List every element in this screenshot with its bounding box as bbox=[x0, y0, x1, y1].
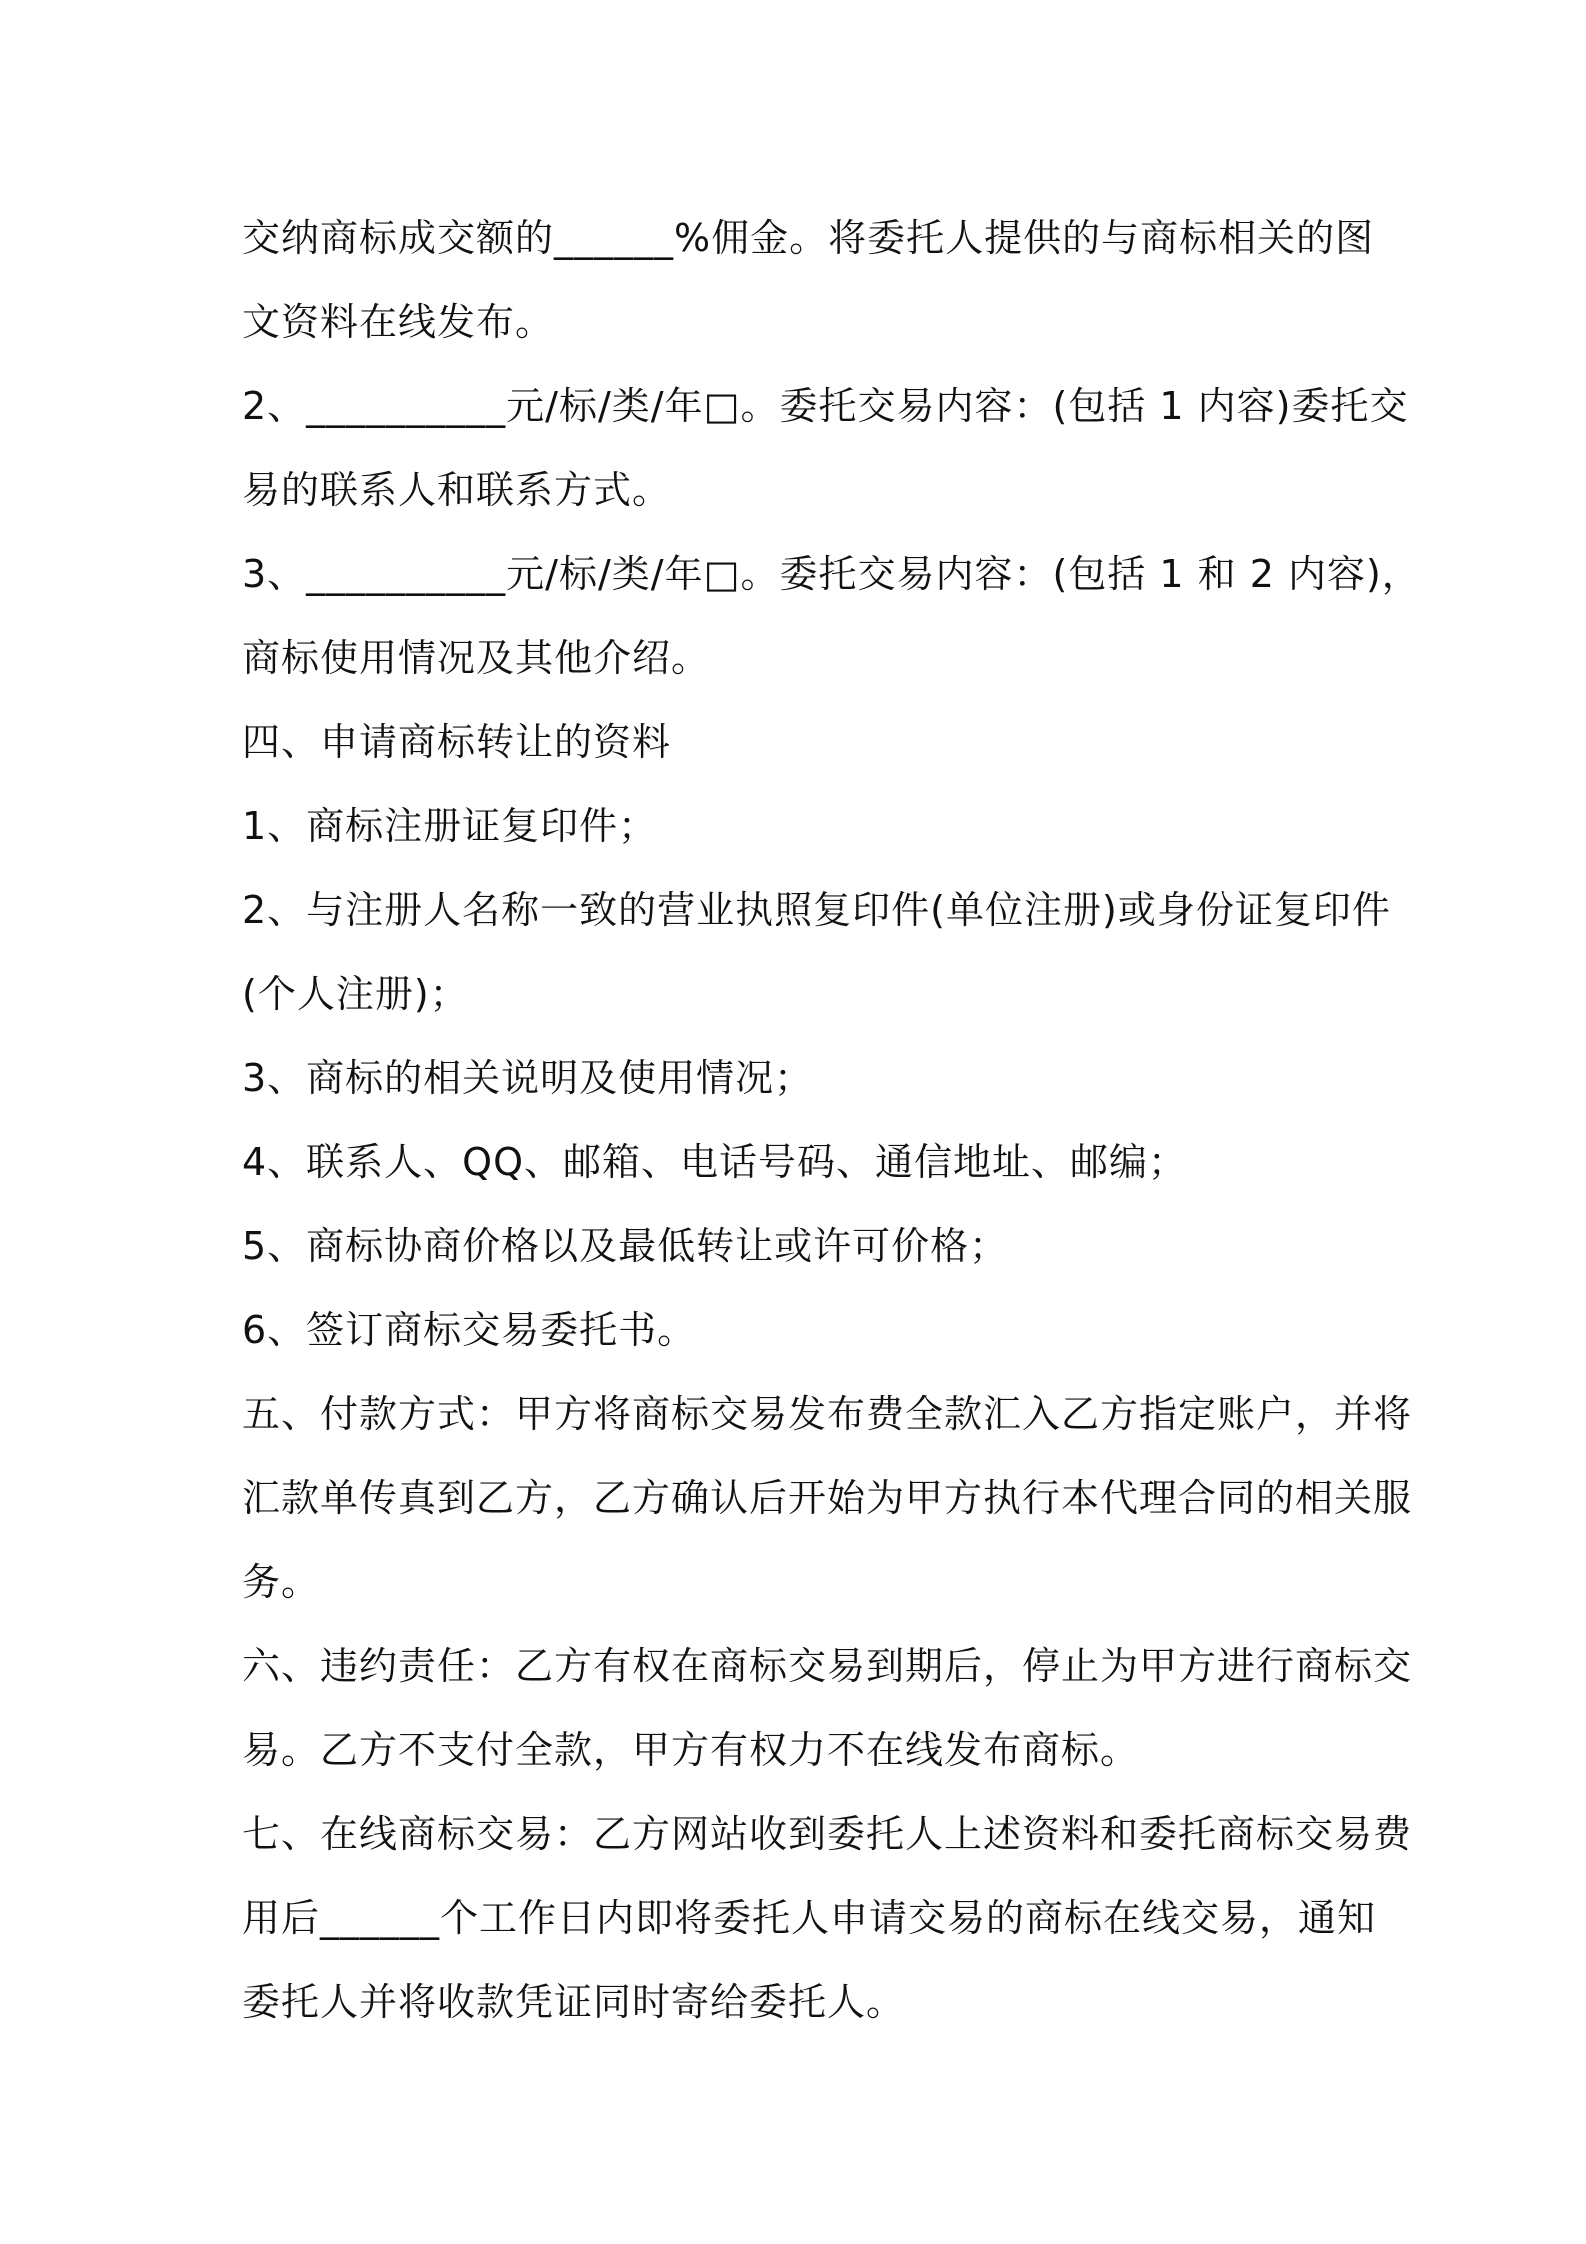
section-paragraph: 七、在线商标交易：乙方网站收到委托人上述资料和委托商标交易费 bbox=[242, 1812, 1413, 1856]
text-line: 交纳商标成交额的______%佣金。将委托人提供的与商标相关的图 bbox=[242, 216, 1375, 260]
text-line: 用后______个工作日内即将委托人申请交易的商标在线交易，通知 bbox=[242, 1896, 1377, 1940]
text-line: 易。乙方不支付全款，甲方有权力不在线发布商标。 bbox=[242, 1728, 1140, 1772]
section-paragraph: 六、违约责任：乙方有权在商标交易到期后，停止为甲方进行商标交 bbox=[242, 1644, 1413, 1688]
document-body bbox=[242, 196, 1421, 2044]
text-line: 易的联系人和联系方式。 bbox=[242, 468, 672, 512]
text-line: 2、__________元/标/类/年□。委托交易内容：(包括 1 内容)委托交 bbox=[242, 384, 1409, 428]
list-item: 2、与注册人名称一致的营业执照复印件(单位注册)或身份证复印件 bbox=[242, 888, 1391, 932]
text-line: 文资料在线发布。 bbox=[242, 300, 555, 344]
list-item: 5、商标协商价格以及最低转让或许可价格； bbox=[242, 1224, 1009, 1268]
list-item: 1、商标注册证复印件； bbox=[242, 804, 658, 848]
list-item: 6、签订商标交易委托书。 bbox=[242, 1308, 697, 1352]
text-line: 3、__________元/标/类/年□。委托交易内容：(包括 1 和 2 内容)， bbox=[242, 552, 1421, 596]
text-line: 务。 bbox=[242, 1560, 321, 1604]
list-item-continuation: (个人注册)； bbox=[242, 972, 469, 1016]
section-paragraph: 五、付款方式：甲方将商标交易发布费全款汇入乙方指定账户，并将 bbox=[242, 1392, 1413, 1436]
text-line: 汇款单传真到乙方，乙方确认后开始为甲方执行本代理合同的相关服 bbox=[242, 1476, 1413, 1520]
text-line: 商标使用情况及其他介绍。 bbox=[242, 636, 711, 680]
section-heading: 四、申请商标转让的资料 bbox=[242, 720, 672, 764]
list-item: 3、商标的相关说明及使用情况； bbox=[242, 1056, 814, 1100]
text-line: 委托人并将收款凭证同时寄给委托人。 bbox=[242, 1980, 906, 2024]
list-item: 4、联系人、QQ、邮箱、电话号码、通信地址、邮编； bbox=[242, 1140, 1187, 1184]
